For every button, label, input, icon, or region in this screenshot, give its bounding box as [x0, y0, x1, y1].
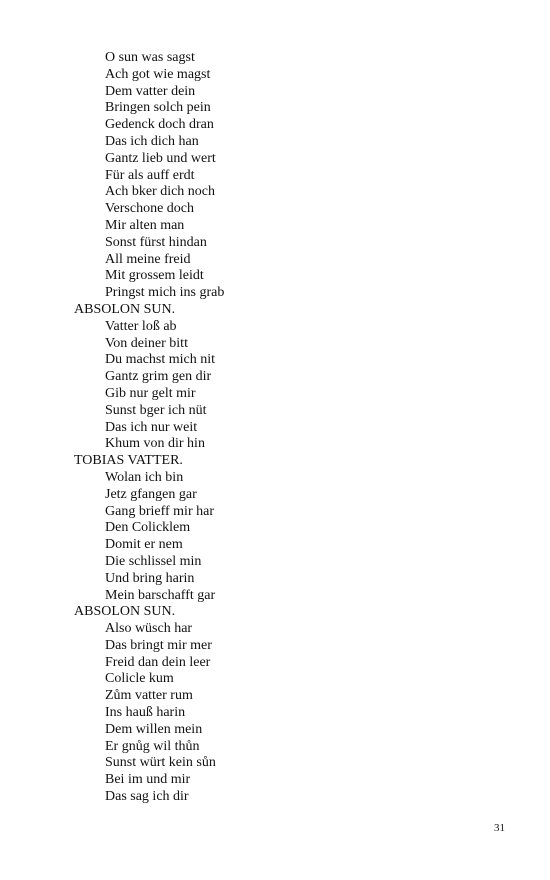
verse-line: Den Colicklem: [105, 520, 191, 536]
verse-line: Du machst mich nit: [105, 352, 216, 368]
verse-line: Vatter loß ab: [105, 318, 177, 334]
verse-line: Sonst fürst hindan: [105, 234, 207, 250]
verse-line: Also wüsch har: [105, 621, 193, 637]
verse-line: Ins hauß harin: [105, 705, 186, 721]
verse-line: Das ich dich han: [105, 133, 199, 149]
verse-text: [0, 50, 550, 806]
verse-line: Freid dan dein leer: [105, 654, 211, 670]
verse-line: Von deiner bitt: [105, 335, 188, 351]
verse-line: Das ich nur weit: [105, 419, 198, 435]
verse-line: Gedenck doch dran: [105, 117, 214, 133]
verse-line: Und bring harin: [105, 570, 195, 586]
verse-line: Khum von dir hin: [105, 436, 205, 452]
verse-line: Das sag ich dir: [105, 789, 189, 805]
verse-line: Gantz lieb und wert: [105, 150, 216, 166]
verse-line: Sunst bger ich nüt: [105, 402, 207, 418]
speaker-heading: ABSOLON SUN.: [74, 604, 176, 620]
verse-line: Bei im und mir: [105, 772, 191, 788]
verse-line: Das bringt mir mer: [105, 637, 212, 653]
verse-line: Für als auff erdt: [105, 167, 195, 183]
speaker-heading: ABSOLON SUN.: [74, 301, 176, 317]
verse-line: Verschone doch: [105, 201, 195, 217]
verse-line: Jetz gfangen gar: [105, 486, 197, 502]
verse-line: Mein barschafft gar: [105, 587, 216, 603]
speaker-heading: TOBIAS VATTER.: [74, 453, 183, 469]
verse-line: Dem vatter dein: [105, 83, 196, 99]
verse-line: Die schlissel min: [105, 553, 202, 569]
verse-line: Pringst mich ins grab: [105, 285, 225, 301]
verse-line: Wolan ich bin: [105, 469, 184, 485]
page-number: 31: [494, 822, 505, 834]
verse-line: Mit grossem leidt: [105, 268, 204, 284]
verse-line: Bringen solch pein: [105, 100, 211, 116]
verse-line: Dem willen mein: [105, 721, 203, 737]
verse-line: Gib nur gelt mir: [105, 385, 196, 401]
verse-line: Ach bker dich noch: [105, 184, 216, 200]
verse-line: Gang brieff mir har: [105, 503, 214, 519]
verse-line: Er gnůg wil thůn: [105, 738, 200, 754]
verse-line: Sunst würt kein sůn: [105, 755, 216, 771]
verse-line: Gantz grim gen dir: [105, 369, 212, 385]
verse-line: Mir alten man: [105, 217, 185, 233]
verse-line: Ach got wie magst: [105, 66, 211, 82]
verse-line: O sun was sagst: [105, 50, 195, 65]
verse-line: All meine freid: [105, 251, 191, 267]
verse-line: Zům vatter rum: [105, 688, 193, 704]
verse-line: Domit er nem: [105, 537, 183, 553]
verse-line: Colicle kum: [105, 671, 174, 687]
